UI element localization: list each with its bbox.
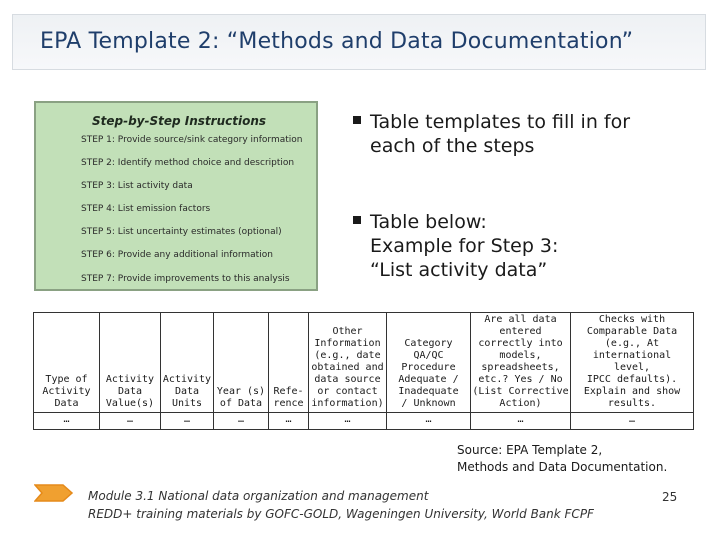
header-line: models, [499,350,542,361]
header-line: Adequate / [398,374,459,385]
header-line: Data [54,398,79,409]
table-cell: … [471,413,571,430]
table-cell: … [161,413,214,430]
page-number: 25 [662,490,678,504]
header-line: or contact [317,386,378,397]
table-cell: … [214,413,269,430]
header-line: Comparable Data [586,326,678,337]
header-line: rence [273,398,304,409]
header-line: Units [171,398,203,409]
bullet-square-icon [353,116,361,124]
header-line: Explain and show [583,386,681,397]
header-line: Year (s) [216,386,266,397]
header-line: spreadsheets, [481,362,560,373]
header-cell [269,313,309,413]
header-line: Data [174,386,200,397]
footer-credits: REDD+ training materials by GOFC-GOLD, Wageningen University, World Bank FCPF [88,507,594,521]
header-line: Are all data [484,314,557,325]
header-cell [34,313,100,413]
header-line: Refe- [273,386,304,397]
activity-data-table [33,312,694,430]
header-cell [571,313,694,413]
header-line: information) [311,398,384,409]
source-line: Methods and Data Documentation. [457,460,668,474]
table-cell: … [387,413,471,430]
step-2: STEP 2: Identify method choice and description [81,158,295,168]
header-line: correctly into [478,338,563,349]
table-cell: … [309,413,387,430]
source-note [457,442,667,476]
table-row [34,413,694,430]
header-line: IPCC defaults). [586,374,678,385]
step-6: STEP 6: Provide any additional information [81,250,273,260]
bullet-square-icon [353,216,361,224]
bullet-line: Example for Step 3: [370,235,559,257]
header-line: / Unknown [401,398,456,409]
header-line: (e.g., At [604,338,660,349]
table-cell: … [269,413,309,430]
header-cell [471,313,571,413]
header-line: Type of [45,374,88,385]
header-line: Other [332,326,363,337]
step-4: STEP 4: List emission factors [81,204,211,214]
source-line: Source: EPA Template 2, [457,443,603,457]
table-cell: … [571,413,694,430]
header-line: Activity [42,386,91,397]
header-line: Value(s) [105,398,155,409]
header-line: obtained and [311,362,384,373]
header-line: Data [117,386,143,397]
header-line: data source [314,374,381,385]
header-cell [309,313,387,413]
header-line: Checks with [598,314,666,325]
table-cell: … [34,413,100,430]
header-line: Procedure [401,362,456,373]
header-line: (e.g., date [314,350,381,361]
bullet-line: “List activity data” [370,259,548,281]
header-line: results. [607,398,657,409]
header-cell [161,313,214,413]
header-line: (List Corrective [472,386,569,397]
table-cell: … [100,413,161,430]
header-cell [387,313,471,413]
table-header-row [34,313,694,413]
step-5: STEP 5: List uncertainty estimates (optional) [81,227,282,237]
header-line: international level, [592,350,672,373]
slide-title: EPA Template 2: “Methods and Data Documentation” [40,29,634,54]
header-line: etc.? Yes / No [478,374,563,385]
footer-module: Module 3.1 National data organization and management [88,489,429,503]
bullet-line: each of the steps [370,135,535,157]
bullet-line: Table templates to fill in for [370,111,631,133]
steps-box [34,101,318,291]
step-3: STEP 3: List activity data [81,181,193,191]
bullet-templates [353,110,630,158]
header-line: Action) [499,398,542,409]
header-cell [214,313,269,413]
chevron-arrow-icon [34,483,74,503]
header-line: Category [404,338,453,349]
step-7: STEP 7: Provide improvements to this analysis [81,274,290,284]
steps-heading: Step-by-Step Instructions [92,114,267,128]
step-1: STEP 1: Provide source/sink category information [81,135,303,145]
header-cell [100,313,161,413]
header-line: of Data [219,398,263,409]
bullet-example [353,210,558,282]
header-line: QA/QC [413,350,444,361]
header-line: entered [499,326,542,337]
bullet-line: Table below: [370,211,487,233]
header-line: Activity [105,374,155,385]
header-line: Information [314,338,381,349]
header-line: Activity [162,374,212,385]
header-line: Inadequate [398,386,459,397]
